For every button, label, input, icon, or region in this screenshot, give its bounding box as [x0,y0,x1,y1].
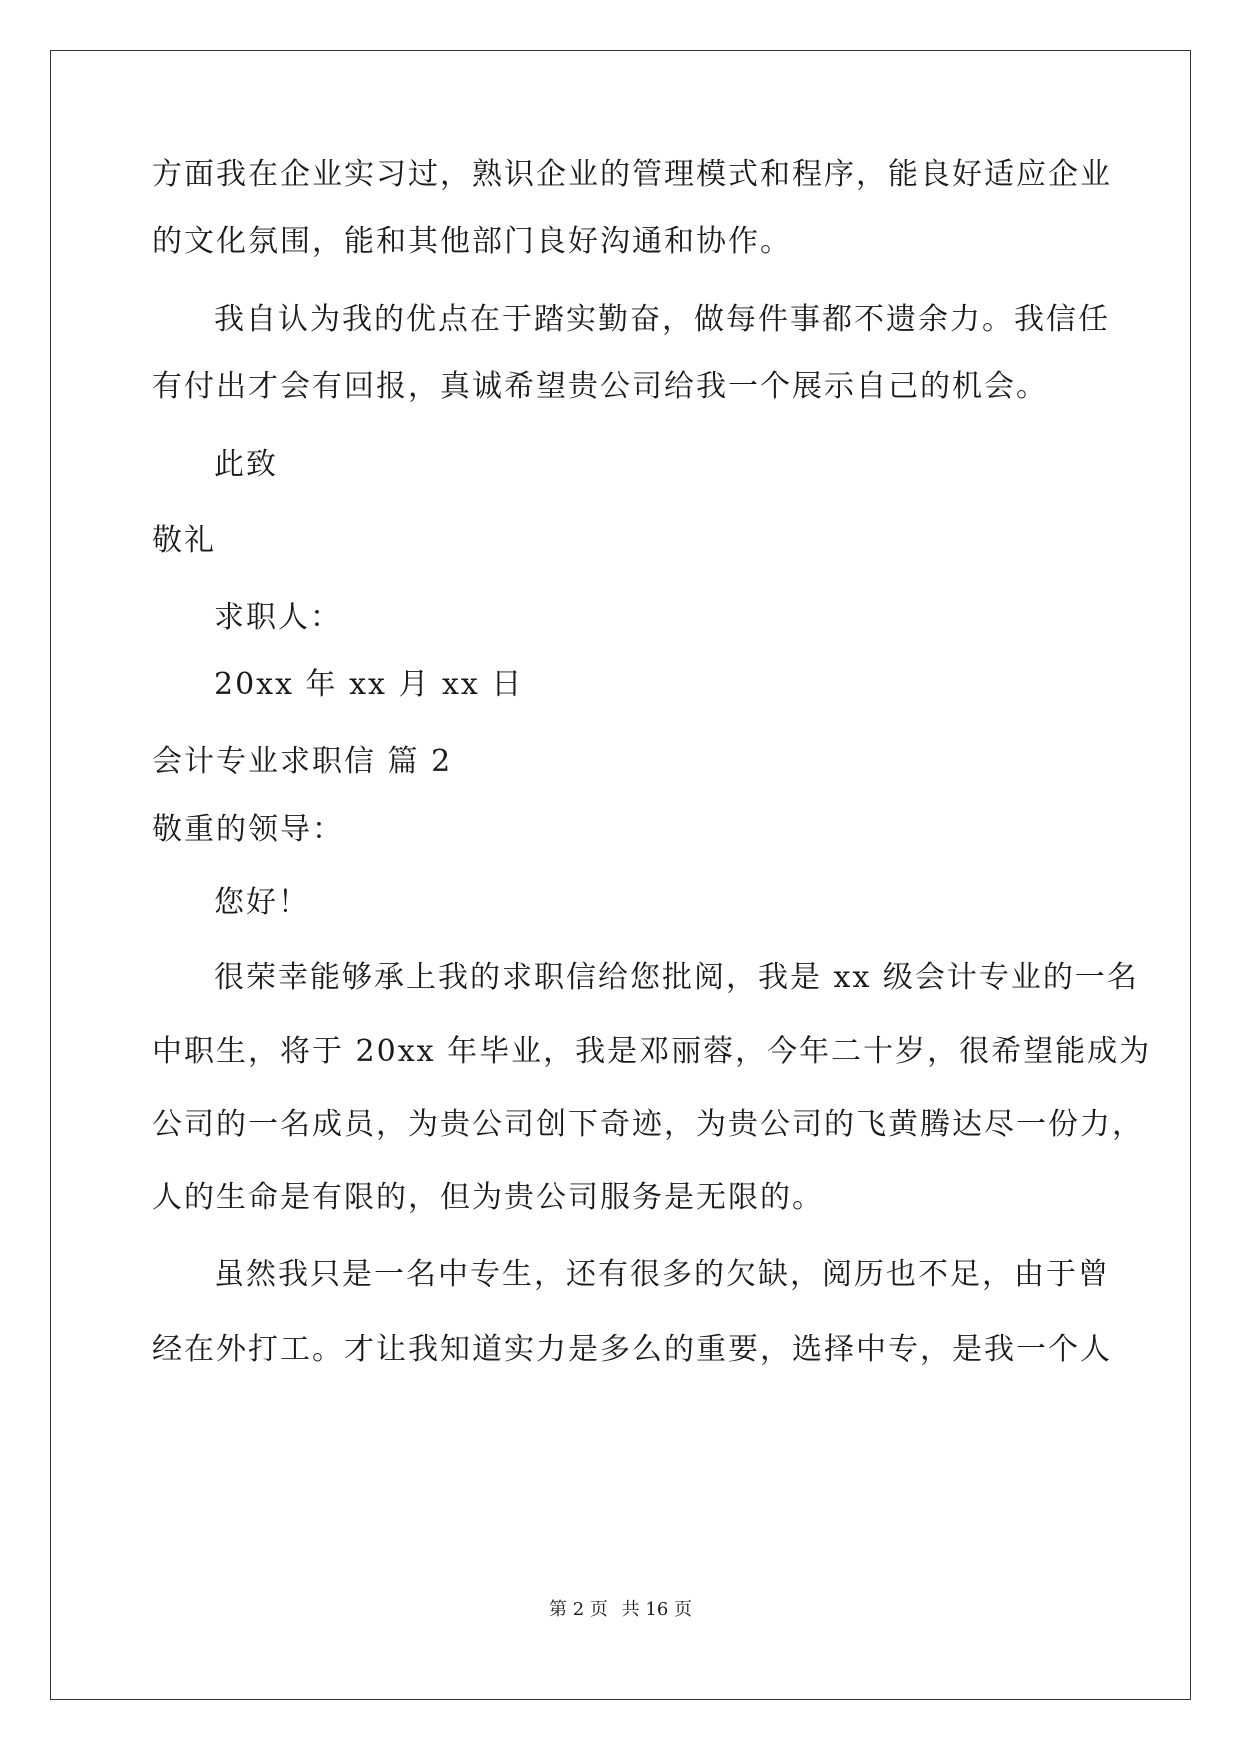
text-line: 经在外打工。才让我知道实力是多么的重要，选择中专，是我一个人 [152,1332,1112,1367]
text-line: 我自认为我的优点在于踏实勤奋，做每件事都不遗余力。我信任 [214,302,1110,337]
page-number: 第 2 页 [549,1599,608,1620]
section-heading: 会计专业求职信 篇 2 [152,744,453,779]
page-footer [0,1598,1241,1622]
page-border [50,50,1191,1700]
text-line: 公司的一名成员，为贵公司创下奇迹，为贵公司的飞黄腾达尽一份力， [152,1107,1144,1142]
letter-date: 20xx 年 xx 月 xx 日 [214,667,524,702]
applicant-label: 求职人： [214,600,342,635]
text-line: 的文化氛围，能和其他部门良好沟通和协作。 [152,224,792,259]
closing-regards: 敬礼 [152,523,216,558]
page-total: 共 16 页 [621,1599,692,1620]
closing-salutation: 此致 [214,447,278,482]
text-line: 中职生，将于 20xx 年毕业，我是邓丽蓉，今年二十岁，很希望能成为 [152,1034,1152,1069]
text-line: 很荣幸能够承上我的求职信给您批阅，我是 xx 级会计专业的一名 [214,960,1139,995]
text-line: 有付出才会有回报，真诚希望贵公司给我一个展示自己的机会。 [152,369,1048,404]
text-line: 方面我在企业实习过，熟识企业的管理模式和程序，能良好适应企业 [152,157,1112,192]
greeting-hello: 您好！ [214,885,310,920]
greeting: 敬重的领导： [152,812,344,847]
text-line: 人的生命是有限的，但为贵公司服务是无限的。 [152,1180,824,1215]
text-line: 虽然我只是一名中专生，还有很多的欠缺，阅历也不足，由于曾 [214,1257,1110,1292]
